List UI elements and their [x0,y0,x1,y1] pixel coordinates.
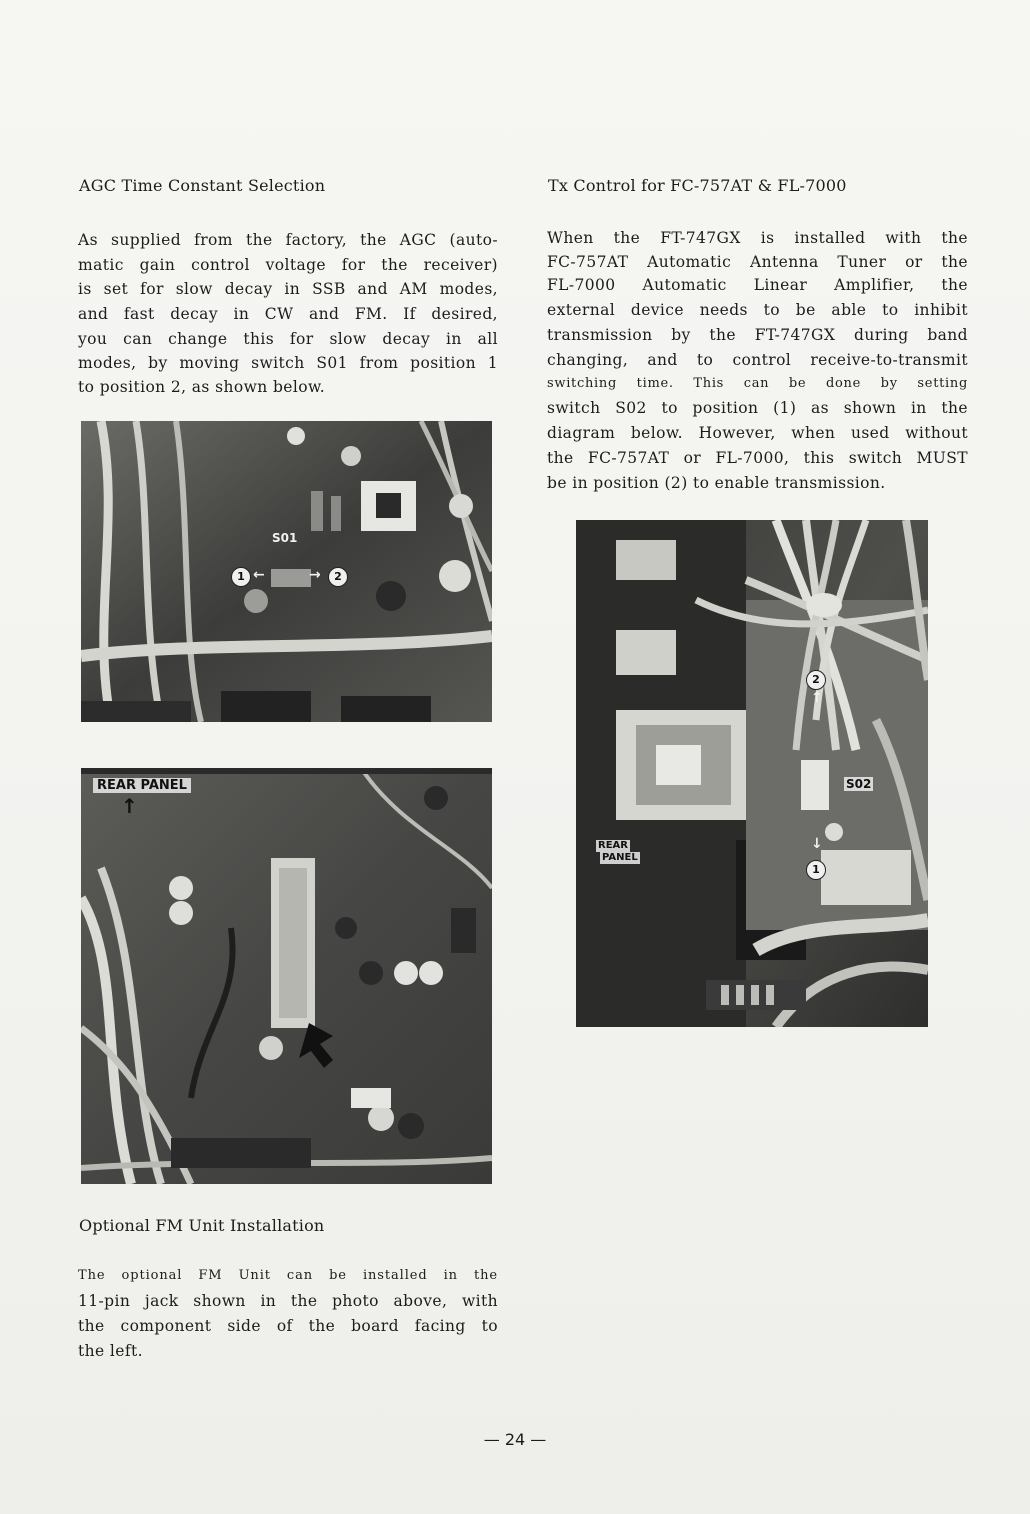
rear-label: REAR [598,840,628,851]
circuit-board-image [81,421,492,722]
arrow-up-icon: ↑ [121,794,138,818]
agc-line: to position 2, as shown below. [78,378,326,396]
circuit-board-image [81,768,492,1184]
circuit-board-image [576,520,928,1027]
arrow-left-icon: ← [253,567,265,583]
tx-line: When the FT-747GX is installed with the [547,229,968,247]
position-2-marker: 2 [328,567,348,587]
photo-s01-switch [81,421,492,722]
arrow-up-icon: ↑ [811,690,823,706]
tx-line: the FC-757AT or FL-7000, this switch MUST [547,449,968,467]
fm-line: the component side of the board facing to [78,1317,498,1335]
tx-line: switching time. This can be done by setting [547,376,968,391]
agc-line: modes, by moving switch S01 from position 1 [78,354,498,372]
agc-line: is set for slow decay in SSB and AM modes, [78,280,498,298]
tx-line: switch S02 to position (1) as shown in the [547,399,968,417]
rear-panel-label: REAR PANEL [93,778,191,793]
fm-line: The optional FM Unit can be installed in the [78,1268,498,1283]
photo-s02-switch [576,520,928,1027]
agc-line: you can change this for slow decay in all [78,330,498,348]
position-2-marker: 2 [806,670,826,690]
tx-line: transmission by the FT-747GX during band [547,326,968,344]
photo-fm-unit-jack [81,768,492,1184]
agc-line: and fast decay in CW and FM. If desired, [78,305,498,323]
panel-label: PANEL [602,852,638,863]
tx-line: FC-757AT Automatic Antenna Tuner or the [547,253,968,271]
tx-line: diagram below. However, when used without [547,424,968,442]
tx-line: be in position (2) to enable transmission. [547,474,886,492]
tx-line: changing, and to control receive-to-transmit [547,351,968,369]
arrow-right-icon: → [309,567,321,583]
arrow-down-icon: ↓ [811,836,823,852]
agc-line: matic gain control voltage for the receiver) [78,256,498,274]
tx-line: external device needs to be able to inhibit [547,301,968,319]
fm-line: 11-pin jack shown in the photo above, with [78,1292,498,1310]
position-1-marker: 1 [231,567,251,587]
agc-line: As supplied from the factory, the AGC (auto- [78,231,498,249]
page-number: — 24 — [483,1430,547,1449]
s01-label: S01 [272,531,298,545]
tx-heading: Tx Control for FC-757AT & FL-7000 [548,176,847,195]
agc-heading: AGC Time Constant Selection [79,176,326,195]
fm-line: the left. [78,1342,143,1360]
fm-heading: Optional FM Unit Installation [79,1216,325,1235]
s02-label: S02 [846,777,872,791]
tx-line: FL-7000 Automatic Linear Amplifier, the [547,276,968,294]
position-1-marker: 1 [806,860,826,880]
